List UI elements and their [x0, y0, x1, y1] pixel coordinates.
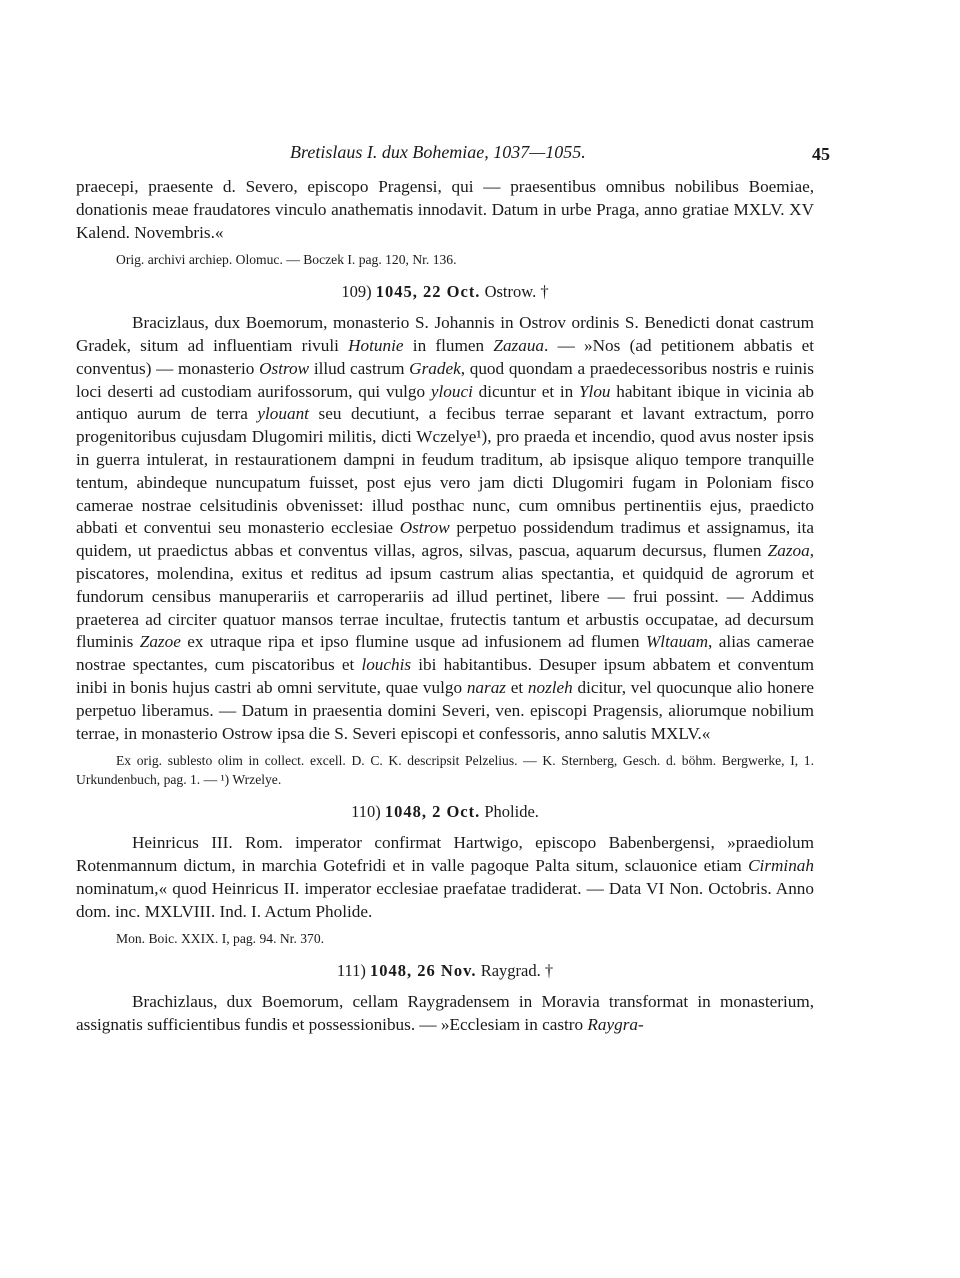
entry-111-place: Raygrad. †	[480, 961, 554, 981]
entry-110-source: Mon. Boic. XXIX. I, pag. 94. Nr. 370.	[116, 931, 325, 947]
entry-110-place: Pholide.	[484, 802, 539, 822]
intro-source: Orig. archivi archiep. Olomuc. — Boczek I. pag. 120, Nr. 136.	[116, 252, 457, 268]
entry-109-date: 1045, 22 Oct.	[375, 282, 481, 302]
entry-111-number: 111)	[336, 961, 366, 981]
entry-109-place: Ostrow. †	[484, 282, 549, 302]
running-title: Bretislaus I. dux Bohemiae, 1037—1055.	[290, 142, 586, 162]
page-header	[60, 142, 830, 166]
entry-110-heading	[76, 801, 814, 824]
entry-109-text: Bracizlaus, dux Boemorum, monasterio S. Johannis in Ostrov ordinis S. Benedicti donat castrum Gradek, situm ad influentiam rivuli Hotunie in flumen Zazaua. — »Nos (ad petitionem abbatis et conventus) — monasterio Ostrow illud castrum Gradek, quod quondam a praedecessoribus nostris e ruinis loci deserti ad custodiam aurifossorum, qui vulgo ylouci dicuntur et in Ylou habitant ibique in vicinia ab antiquo aurum de terra ylouant seu decutiunt, a fecibus terrae separant et lavant extractum, porro progenitoribus cujusdam Dlugomiri militis, dicti Wczelye¹), pro praeda et incendio, quod avus noster ipsis in guerra intulerat, in restaurationem dampni in feudum traditum, ab ipsisque aliquo tempore tranquille tentum, abindeque nuncupatum fuisset, post ejus vero jam dicti Dlugomiri fugam in Poloniam fisco camerae nostrae celsitudinis obvenisset: illud posthac nunc, cum omnibus pertinentiis ejus, praedicto abbati et conventui seu monasterio ecclesiae Ostrow perpetuo possidendum tradimus et assignamus, ita quidem, ut praedictus abbas et conventus villas, agros, silvas, pascua, aquarum decursus, flumen Zazoa, piscatores, molendina, exitus et reditus ad ipsum castrum alias spectantia, et quidquid de agrorum et fundorum censibus manuperariis et carroperariis ad illud pertinet, libere — frui possint. — Addimus praeterea ad circiter quatuor mansos terrae incultae, frutectis tantum et arbustis occupatae, ad decursum fluminis Zazoe ex utraque ripa et ipso flumine usque ad infusionem ad flumen Wltauam, alias camerae nostrae spectantes, cum piscatoribus et louchis ibi habitantibus. Desuper ipsum abbatem et conventum inibi in bonis hujus castri ab omni servitute, quae vulgo naraz et nozleh dicitur, vel quocunque alio honere perpetuo liberamus. — Datum in praesentia domini Severi, ven. episcopi Pragensis, aliorumque nobilium terrae, in monasterio Ostrow ipsa die S. Severi episcopi et confessoris, anno salutis MXLV.«	[76, 313, 815, 743]
body-text	[76, 176, 814, 1037]
entry-109-number: 109)	[341, 282, 372, 302]
entry-109-heading	[76, 281, 814, 304]
page-number: 45	[812, 144, 830, 164]
entry-111-heading	[76, 960, 814, 983]
entry-110-date: 1048, 2 Oct.	[384, 802, 481, 822]
entry-111-date: 1048, 26 Nov.	[370, 961, 477, 981]
entry-109-source: Ex orig. sublesto olim in collect. excell. D. C. K. descripsit Pelzelius. — K. Sternberg, Gesch. d. böhm. Bergwerke, I, 1. Urkundenbuch, pag. 1. — ¹) Wrzelye.	[76, 753, 814, 788]
intro-paragraph: praecepi, praesente d. Severo, episcopo Pragensi, qui — praesentibus omnibus nobilibus Boemiae, donationis meae fraudatores vinculo anathematis innodavit. Datum in urbe Praga, anno gratiae MXLV. XV Kalend. Novembris.«	[76, 177, 814, 242]
entry-110-number: 110)	[351, 802, 381, 822]
entry-110-text: Heinricus III. Rom. imperator confirmat Hartwigo, episcopo Babenbergensi, »praediolum Rotenmannum dictum, in marchia Gotefridi et in valle pagoque Palta situm, sclauonice etiam Cirminah nominatum,« quod Heinricus II. imperator ecclesiae praefatae tradiderat. — Data VI Non. Octobris. Anno dom. inc. MXLVIII. Ind. I. Actum Pholide.	[76, 833, 814, 921]
entry-111-text: Brachizlaus, dux Boemorum, cellam Raygradensem in Moravia transformat in monasterium, assignatis sufficientibus fundis et possessionibus. — »Ecclesiam in castro Raygra-	[76, 992, 814, 1034]
